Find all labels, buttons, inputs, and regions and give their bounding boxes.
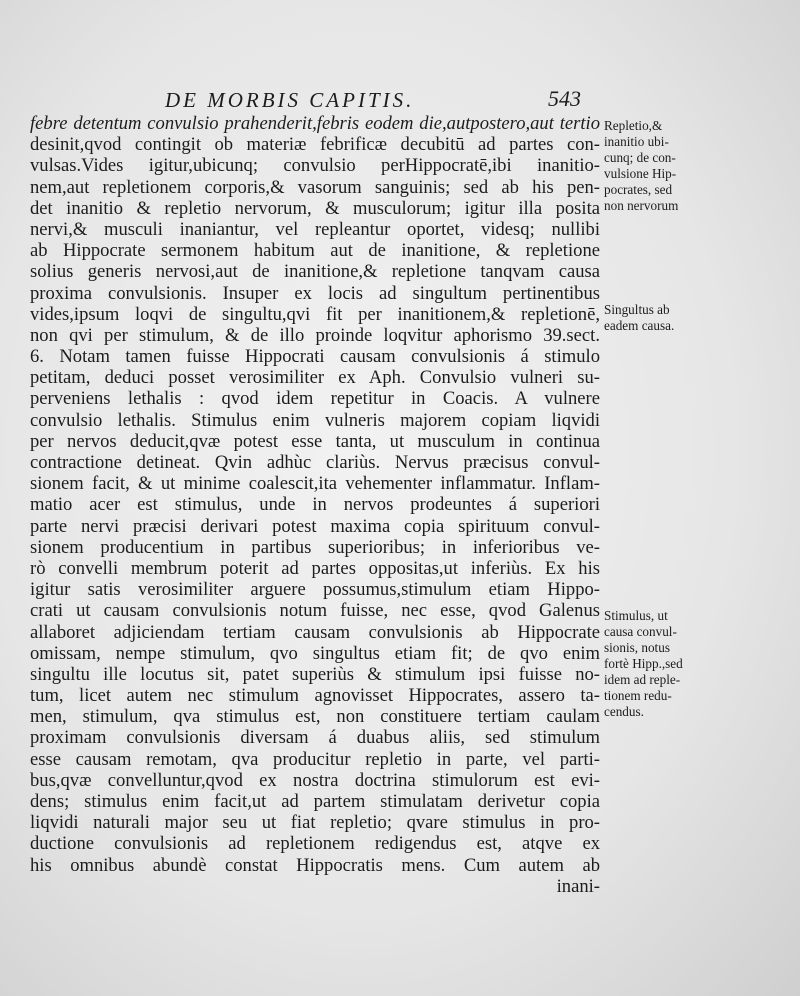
margin-note-line: cendus. <box>604 704 644 719</box>
text-line: convulsio lethalis. Stimulus enim vulneris majorem copiam liqvidi <box>30 409 600 431</box>
text-line: liqvidi naturali major seu ut fiat repletio; qvare stimulus in pro- <box>30 812 600 834</box>
text-line: ductione convulsionis ad repletionem redigendus est, atqve ex <box>30 833 600 855</box>
text-line: rò convelli membrum poterit ad partes oppositas,ut inferiùs. Ex his <box>30 557 600 579</box>
margin-note-line: causa convul- <box>604 624 677 639</box>
text-line: proxima convulsionis. Insuper ex locis ad singultum pertinentibus <box>30 282 600 304</box>
text-line: omissam, nempe stimulum, qvo singultus etiam fit; de qvo enim <box>30 642 600 664</box>
text-line: non qvi per stimulum, & de illo proinde loqvitur aphorismo 39.sect. <box>30 324 600 346</box>
page-number: 543 <box>548 86 581 111</box>
text-line: vulsas.Vides igitur,ubicunq; convulsio perHippocratē,ibi inanitio- <box>30 155 600 177</box>
margin-note-line: inanitio ubi- <box>604 134 669 149</box>
margin-note <box>604 118 794 214</box>
margin-note-line: fortè Hipp.,sed <box>604 656 683 671</box>
text-line: bus,qvæ convelluntur,qvod ex nostra doctrina stimulorum est evi- <box>30 769 600 791</box>
text-line: 6. Notam tamen fuisse Hippocrati causam convulsionis á stimulo <box>30 346 600 368</box>
text-line: singultu ille locutus sit, patet superiùs & stimulum ipsi fuisse no- <box>30 663 600 685</box>
text-line: sionem producentium in partibus superioribus; in inferioribus ve- <box>30 536 600 558</box>
margin-note-line: sionis, notus <box>604 640 670 655</box>
text-line: igitur satis verosimiliter arguere possumus,stimulum etiam Hippo- <box>30 579 600 601</box>
text-line: petitam, deduci posset verosimiliter ex Aph. Convulsio vulneri su- <box>30 367 600 389</box>
running-head: DE MORBIS CAPITIS. <box>165 88 415 112</box>
text-line: per nervos deducit,qvæ potest esse tanta, ut musculum in continua <box>30 430 600 452</box>
text-line: contractione detineat. Qvin adhùc clariùs. Nervus præcisus convul- <box>30 452 600 473</box>
text-line: allaboret adjiciendam tertiam causam convulsionis ab Hippocrate <box>30 621 600 643</box>
text-line: parte nervi præcisi derivari potest maxima copia spirituum convul- <box>30 515 600 537</box>
margin-note <box>604 302 794 334</box>
text-line: nem,aut repletionem corporis,& vasorum sanguinis; sed ab his pen- <box>30 176 600 198</box>
text-line: proximam convulsionis diversam á duabus aliis, sed stimulum <box>30 727 600 749</box>
margin-note-line: pocrates, sed <box>604 182 673 197</box>
margin-note-line: Stimulus, ut <box>604 608 668 623</box>
margin-note-line: eadem causa. <box>604 318 675 333</box>
text-line: matio acer est stimulus, unde in nervos prodeuntes á superiori <box>30 494 600 516</box>
text-line: esse causam remotam, qva producitur repletio in parte, vel parti- <box>30 748 600 770</box>
text-line: crati ut causam convulsionis notum fuisse, nec esse, qvod Galenus <box>30 600 600 622</box>
margin-note-line: Singultus ab <box>604 302 670 317</box>
catchword: inani- <box>556 875 600 897</box>
text-line: febre detentum convulsio prahenderit,febris eodem die,autpostero,aut tertio <box>30 113 600 134</box>
text-line: dens; stimulus enim facit,ut ad partem stimulatam derivetur copia <box>30 791 600 812</box>
margin-note-line: Repletio,& <box>604 118 663 133</box>
margin-note-line: cunq; de con- <box>604 150 676 165</box>
text-line: sionem facit, & ut minime coalescit,ita vehementer inflammatur. Inflam- <box>30 473 600 495</box>
text-line: perveniens lethalis : qvod idem repetitur in Coacis. A vulnere <box>30 388 600 410</box>
text-line: desinit,qvod contingit ob materiæ febrificæ decubitū ad partes con- <box>30 134 600 156</box>
text-line: vides,ipsum loqvi de singultu,qvi fit per inanitionem,& repletionē, <box>30 303 600 325</box>
text-line: his omnibus abundè constat Hippocratis mens. Cum autem ab <box>30 854 600 876</box>
margin-note <box>604 608 794 720</box>
text-line: nervi,& musculi inaniantur, vel repleantur oportet, videsq; nullibi <box>30 218 600 240</box>
text-line: tum, licet autem nec stimulum agnovisset Hippocrates, assero ta- <box>30 685 600 707</box>
main-text-column <box>30 113 600 897</box>
text-line: det inanitio & repletio nervorum, & musculorum; igitur illa posita <box>30 197 600 219</box>
text-line: men, stimulum, qva stimulus est, non constituere tertiam caulam <box>30 706 600 728</box>
text-line: ab Hippocrate sermonem habitum aut de inanitione, & repletione <box>30 240 600 262</box>
margin-note-line: non nervorum <box>604 198 679 213</box>
margin-note-line: tionem redu- <box>604 688 672 703</box>
text-line: solius generis nervosi,aut de inanitione,& repletione tanqvam causa <box>30 261 600 283</box>
margin-note-line: vulsione Hip- <box>604 166 677 181</box>
margin-note-line: idem ad reple- <box>604 672 681 687</box>
